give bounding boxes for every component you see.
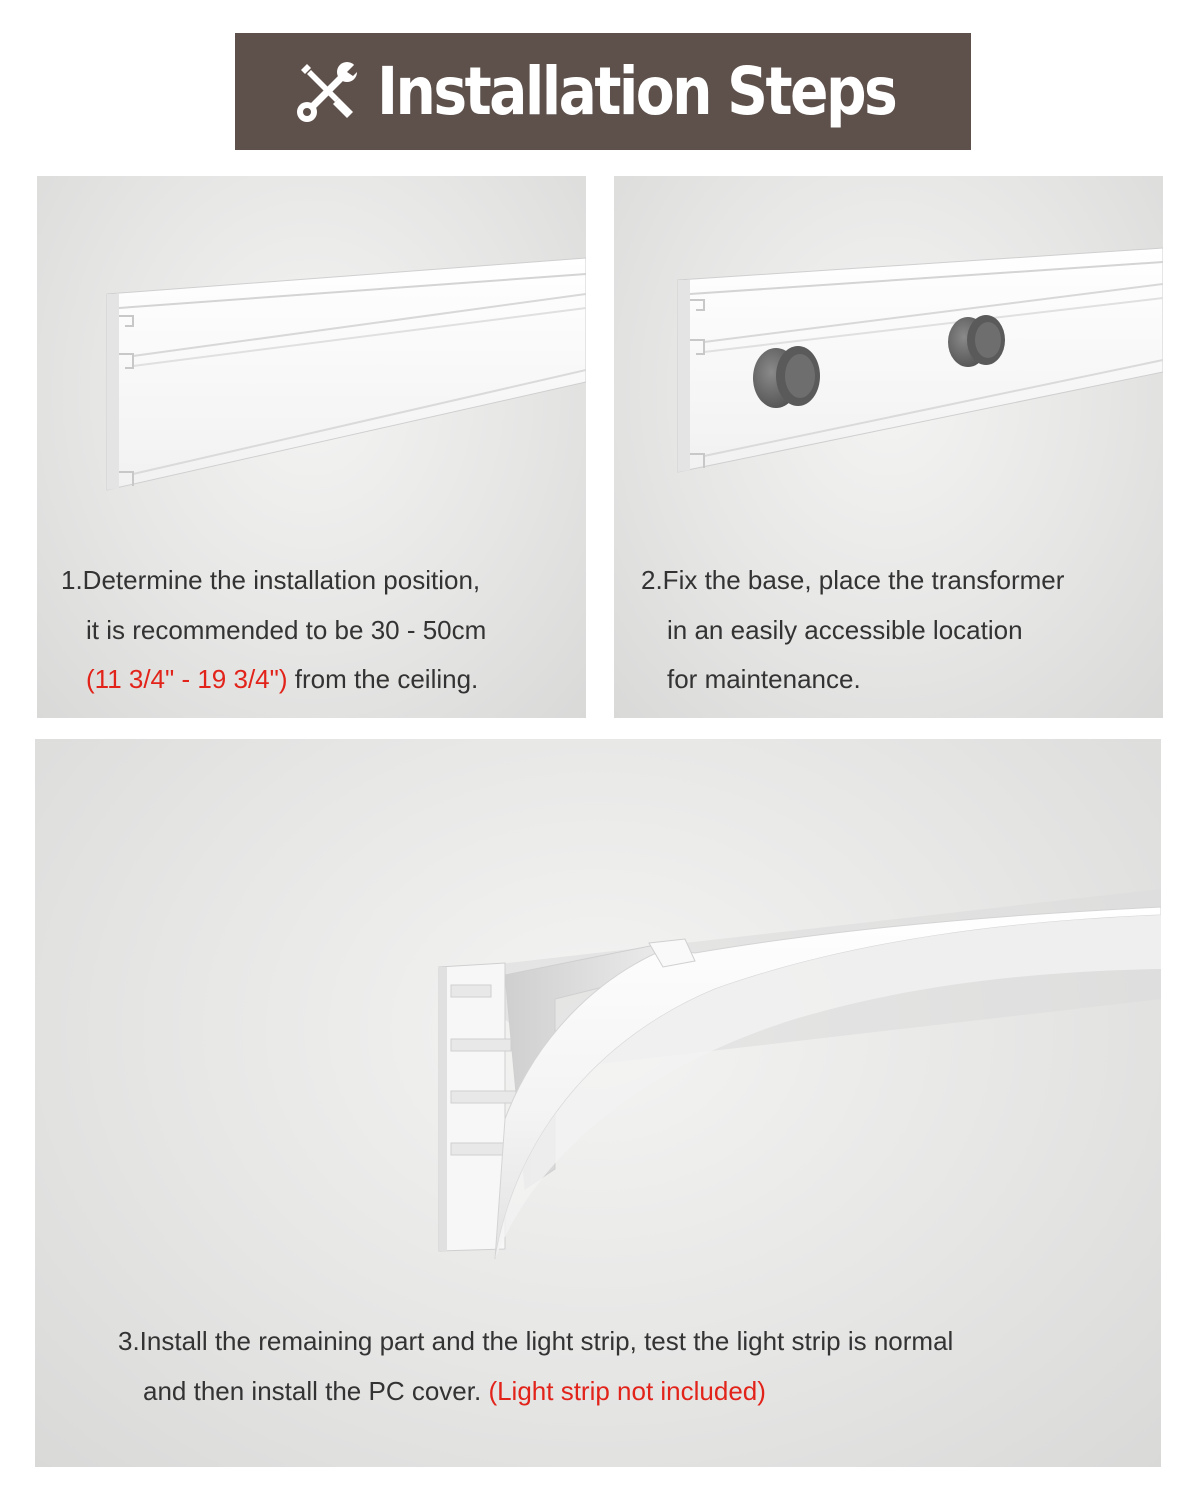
step-3-panel: [35, 739, 1161, 1467]
screw-icon: [753, 346, 820, 408]
page-title: Installation Steps: [376, 53, 895, 130]
tools-icon: [291, 56, 363, 128]
step-1-line-2: it is recommended to be 30 - 50cm: [86, 614, 487, 645]
screw-icon: [948, 315, 1005, 367]
step-3-note: (Light strip not included): [488, 1375, 766, 1406]
step-1-line-1: 1.Determine the installation position,: [61, 565, 481, 595]
step-2-line-3: for maintenance.: [667, 664, 861, 694]
step-2-line-1: 2.Fix the base, place the transformer: [641, 565, 1065, 595]
step-1-line-3: [61, 655, 486, 705]
step-2-caption: [641, 556, 1064, 705]
step-3-caption: [118, 1317, 953, 1416]
step-1-caption: [61, 556, 486, 705]
step-3-line-2-text: and then install the PC cover.: [143, 1375, 489, 1406]
title-banner: [235, 33, 971, 150]
step-1-line-3-rest: from the ceiling.: [287, 664, 479, 694]
step-1-panel: [37, 176, 586, 718]
step-1-size-range: (11 3/4" - 19 3/4"): [86, 664, 288, 694]
step-2-line-2: in an easily accessible location: [667, 614, 1023, 645]
step-3-line-1: 3.Install the remaining part and the light strip, test the light strip is normal: [118, 1326, 954, 1356]
step-2-panel: [614, 176, 1163, 718]
step-3-line-2: [118, 1367, 953, 1417]
